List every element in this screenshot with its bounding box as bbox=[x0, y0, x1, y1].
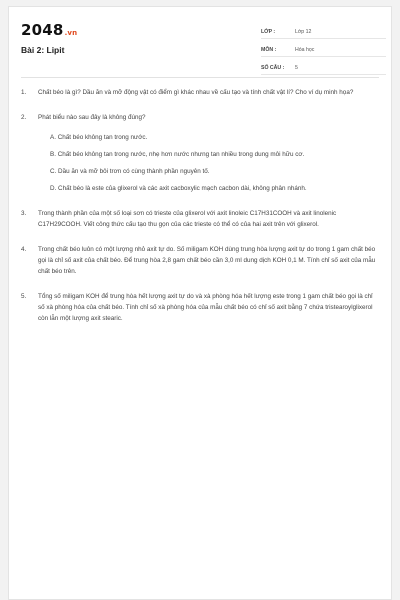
answer-option: A. Chất béo không tan trong nước. bbox=[50, 134, 148, 141]
worksheet-page bbox=[8, 6, 392, 600]
question-number: 1. bbox=[21, 89, 27, 96]
question-text: Phát biểu nào sau đây là không đúng? bbox=[38, 114, 146, 121]
meta-value: 5 bbox=[295, 64, 298, 71]
worksheet-meta bbox=[261, 25, 386, 79]
answer-options bbox=[50, 123, 377, 194]
question-number: 4. bbox=[21, 246, 27, 253]
question-text: Tổng số miligam KOH để trung hòa hết lượng axit tự do và xà phòng hóa hết lượng este trong 1 gam chất béo gọi là chỉ số xà phòng hóa của chất béo. Tính chỉ số xà phòng hóa của mẫu chất béo có chỉ số axit bằng 7 chứa tristearoylglixerol còn lẫn một lượng axit stearic. bbox=[38, 293, 373, 322]
question-number: 5. bbox=[21, 293, 27, 300]
meta-label: MÔN : bbox=[261, 46, 277, 53]
lesson-title: Bài 2: Lipit bbox=[21, 45, 65, 55]
meta-value: Lớp 12 bbox=[295, 28, 312, 35]
question-text: Trong thành phần của một số loại sơn có trieste của glixerol với axit linoleic C17H31COOH và axit linolenic C17H29COOH. Viết công thức cấu tạo thu gọn của các trieste có thể có của hai axit trên với glixerol. bbox=[38, 210, 337, 228]
meta-row-class bbox=[261, 25, 386, 39]
question-item bbox=[21, 87, 377, 98]
answer-option: B. Chất béo không tan trong nước, nhẹ hơn nước nhưng tan nhiều trong dung môi hữu cơ. bbox=[50, 151, 305, 158]
question-number: 2. bbox=[21, 114, 27, 121]
question-list bbox=[21, 87, 377, 324]
meta-label: SỐ CÂU : bbox=[261, 64, 285, 71]
worksheet-header bbox=[21, 17, 379, 77]
meta-value: Hóa học bbox=[295, 46, 315, 53]
question-item bbox=[21, 112, 377, 123]
header-divider bbox=[21, 77, 379, 78]
site-logo[interactable] bbox=[21, 21, 77, 39]
question-text: Chất béo là gì? Dầu ăn và mỡ động vật có điểm gì khác nhau về cấu tạo và tính chất vật lí? Cho ví dụ minh họa? bbox=[38, 89, 354, 96]
question-item bbox=[21, 208, 377, 230]
answer-option: C. Dầu ăn và mỡ bôi trơn có cùng thành phần nguyên tố. bbox=[50, 168, 210, 175]
logo-suffix: .vn bbox=[64, 29, 78, 37]
question-item bbox=[21, 291, 377, 324]
logo-text: 2048 bbox=[21, 21, 64, 39]
meta-row-subject bbox=[261, 43, 386, 57]
meta-label: LỚP : bbox=[261, 28, 276, 35]
question-item bbox=[21, 244, 377, 277]
meta-row-question-count bbox=[261, 61, 386, 75]
question-text: Trong chất béo luôn có một lượng nhỏ axit tự do. Số miligam KOH dùng trung hòa lượng axit tự do trong 1 gam chất béo gọi là chỉ số axit của chất béo. Để trung hòa 2,8 gam chất béo cần 3,0 ml dung dịch KOH 0,1 M. Tính chỉ số axit của mẫu chất béo trên. bbox=[38, 246, 376, 275]
answer-option: D. Chất béo là este của glixerol và các axit cacboxylic mạch cacbon dài, không phân nhánh. bbox=[50, 185, 307, 192]
question-number: 3. bbox=[21, 210, 27, 217]
